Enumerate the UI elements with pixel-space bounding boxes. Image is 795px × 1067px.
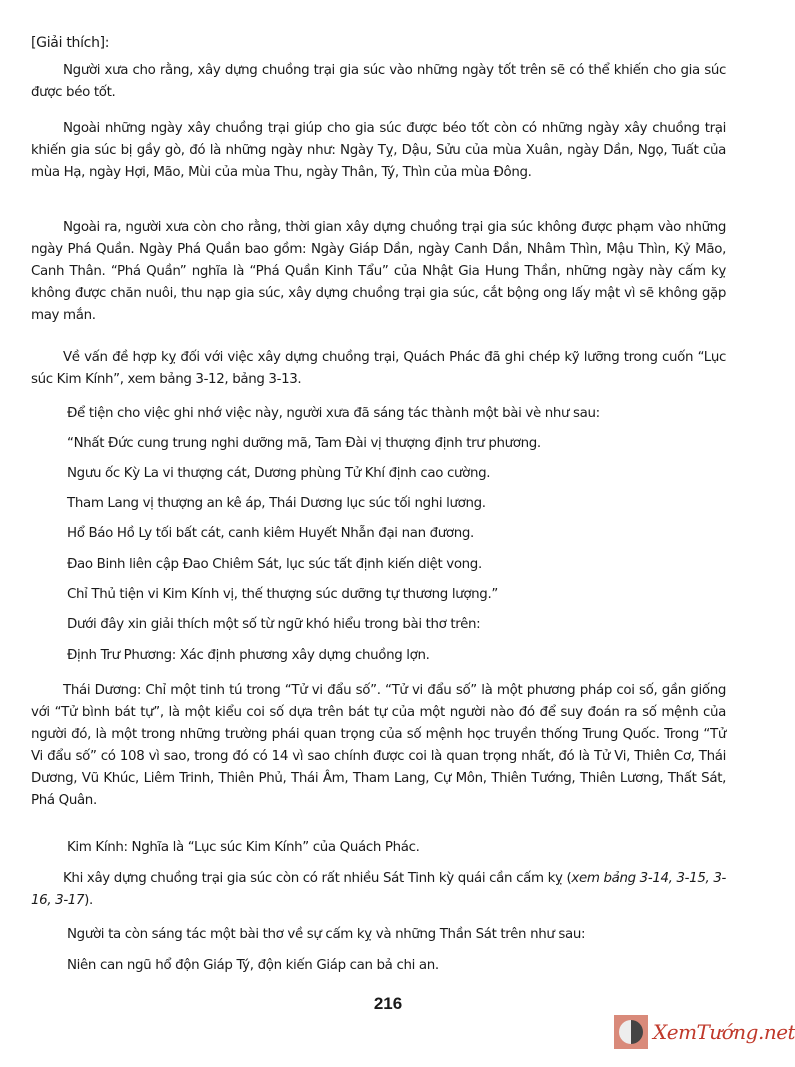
poem-line: Hổ Báo Hồ Ly tối bất cát, canh kiêm Huyết Nhẫn đại nan đương. — [67, 526, 474, 541]
paragraph-4: Về vấn đề hợp kỵ đối với việc xây dựng chuồng trại, Quách Phác đã ghi chép kỹ lưỡng trong cuốn “Lục súc Kim Kính”, xem bảng 3-12, bảng 3-13. — [31, 350, 726, 387]
yin-yang-icon — [614, 1015, 648, 1049]
poem-line: “Nhất Đức cung trung nghi dưỡng mã, Tam Đài vị thượng định trư phương. — [67, 436, 541, 451]
table-reference: xem bảng 3-14, 3-15, 3-16, 3-17 — [31, 871, 726, 908]
watermark-text: XemTướng.net — [653, 1020, 795, 1044]
definition-dinh-tru-phuong: Định Trư Phương: Xác định phương xây dựng chuồng lợn. — [67, 648, 430, 663]
poem-line: Đao Binh liên cập Đao Chiêm Sát, lục súc tất định kiến diệt vong. — [67, 557, 482, 572]
paragraph-1: Người xưa cho rằng, xây dựng chuồng trại gia súc vào những ngày tốt trên sẽ có thể khiến cho gia súc được béo tốt. — [31, 63, 726, 100]
definition-kim-kinh: Kim Kính: Nghĩa là “Lục súc Kim Kính” của Quách Phác. — [67, 840, 420, 855]
poem2-line: Niên can ngũ hổ độn Giáp Tý, độn kiến Giáp can bả chi an. — [67, 958, 439, 973]
poem-line: Ngưu ốc Kỳ La vi thượng cát, Dương phùng Tử Khí định cao cường. — [67, 466, 491, 481]
watermark-logo — [614, 1015, 795, 1049]
poem-line: Chỉ Thủ tiện vi Kim Kính vị, thế thượng súc dưỡng tự thương lượng.” — [67, 587, 498, 602]
page-number: 216 — [373, 994, 403, 1013]
explain-intro: Dưới đây xin giải thích một số từ ngữ khó hiểu trong bài thơ trên: — [67, 617, 481, 632]
paragraph-3: Ngoài ra, người xưa còn cho rằng, thời gian xây dựng chuồng trại gia súc không được phạm vào những ngày Phá Quần. Ngày Phá Quần bao gồm: Ngày Giáp Dần, ngày Canh Dần, Nhâm Thìn, Mậu Thìn, Kỷ Mão, Canh Thân. “Phá Quần” nghĩa là “Phá Quần Kinh Tẩu” của Nhật Gia Hung Thần, những ngày này cấm kỵ không được chăn nuôi, thu nạp gia súc, xây dựng chuồng trại gia súc, cắt bộng ong lấy mật vì sẽ không gặp may mắn. — [31, 220, 726, 323]
poem-line: Tham Lang vị thượng an kê áp, Thái Dương lục súc tối nghi lương. — [67, 496, 486, 511]
definition-thai-duong: Thái Dương: Chỉ một tinh tú trong “Tử vi đẩu số”. “Tử vi đẩu số” là một phương pháp coi số, gần giống với “Tử bình bát tự”, là một kiểu coi số dựa trên bát tự của một người nào đó để suy đoán ra số mệnh của người đó, là một trong những trường phái quan trọng của số mệnh học truyền thống Trung Quốc. Trong “Tử Vi đẩu số” có 108 vì sao, trong đó có 14 vì sao chính được coi là quan trọng nhất, đó là Tử Vi, Thiên Cơ, Thái Dương, Vũ Khúc, Liêm Trinh, Thiên Phủ, Thái Âm, Tham Lang, Cự Môn, Thiên Tướng, Thiên Lương, Thất Sát, Phá Quân. — [31, 683, 726, 808]
paragraph-2: Ngoài những ngày xây chuồng trại giúp cho gia súc được béo tốt còn có những ngày xây chuồng trại khiến gia súc bị gầy gò, đó là những ngày như: Ngày Tỵ, Dậu, Sửu của mùa Xuân, ngày Dần, Ngọ, Tuất của mùa Hạ, ngày Hợi, Mão, Mùi của mùa Thu, ngày Thân, Tý, Thìn của mùa Đông. — [31, 121, 726, 180]
section-heading: [Giải thích]: — [31, 35, 110, 51]
poem2-intro: Người ta còn sáng tác một bài thơ về sự cấm kỵ và những Thần Sát trên như sau: — [67, 927, 586, 942]
poem-intro: Để tiện cho việc ghi nhớ việc này, người xưa đã sáng tác thành một bài vè như sau: — [67, 406, 600, 421]
sat-tinh-paragraph: Khi xây dựng chuồng trại gia súc còn có rất nhiều Sát Tinh kỳ quái cần cấm kỵ (xem bảng 3-14, 3-15, 3-16, 3-17). — [31, 871, 726, 908]
